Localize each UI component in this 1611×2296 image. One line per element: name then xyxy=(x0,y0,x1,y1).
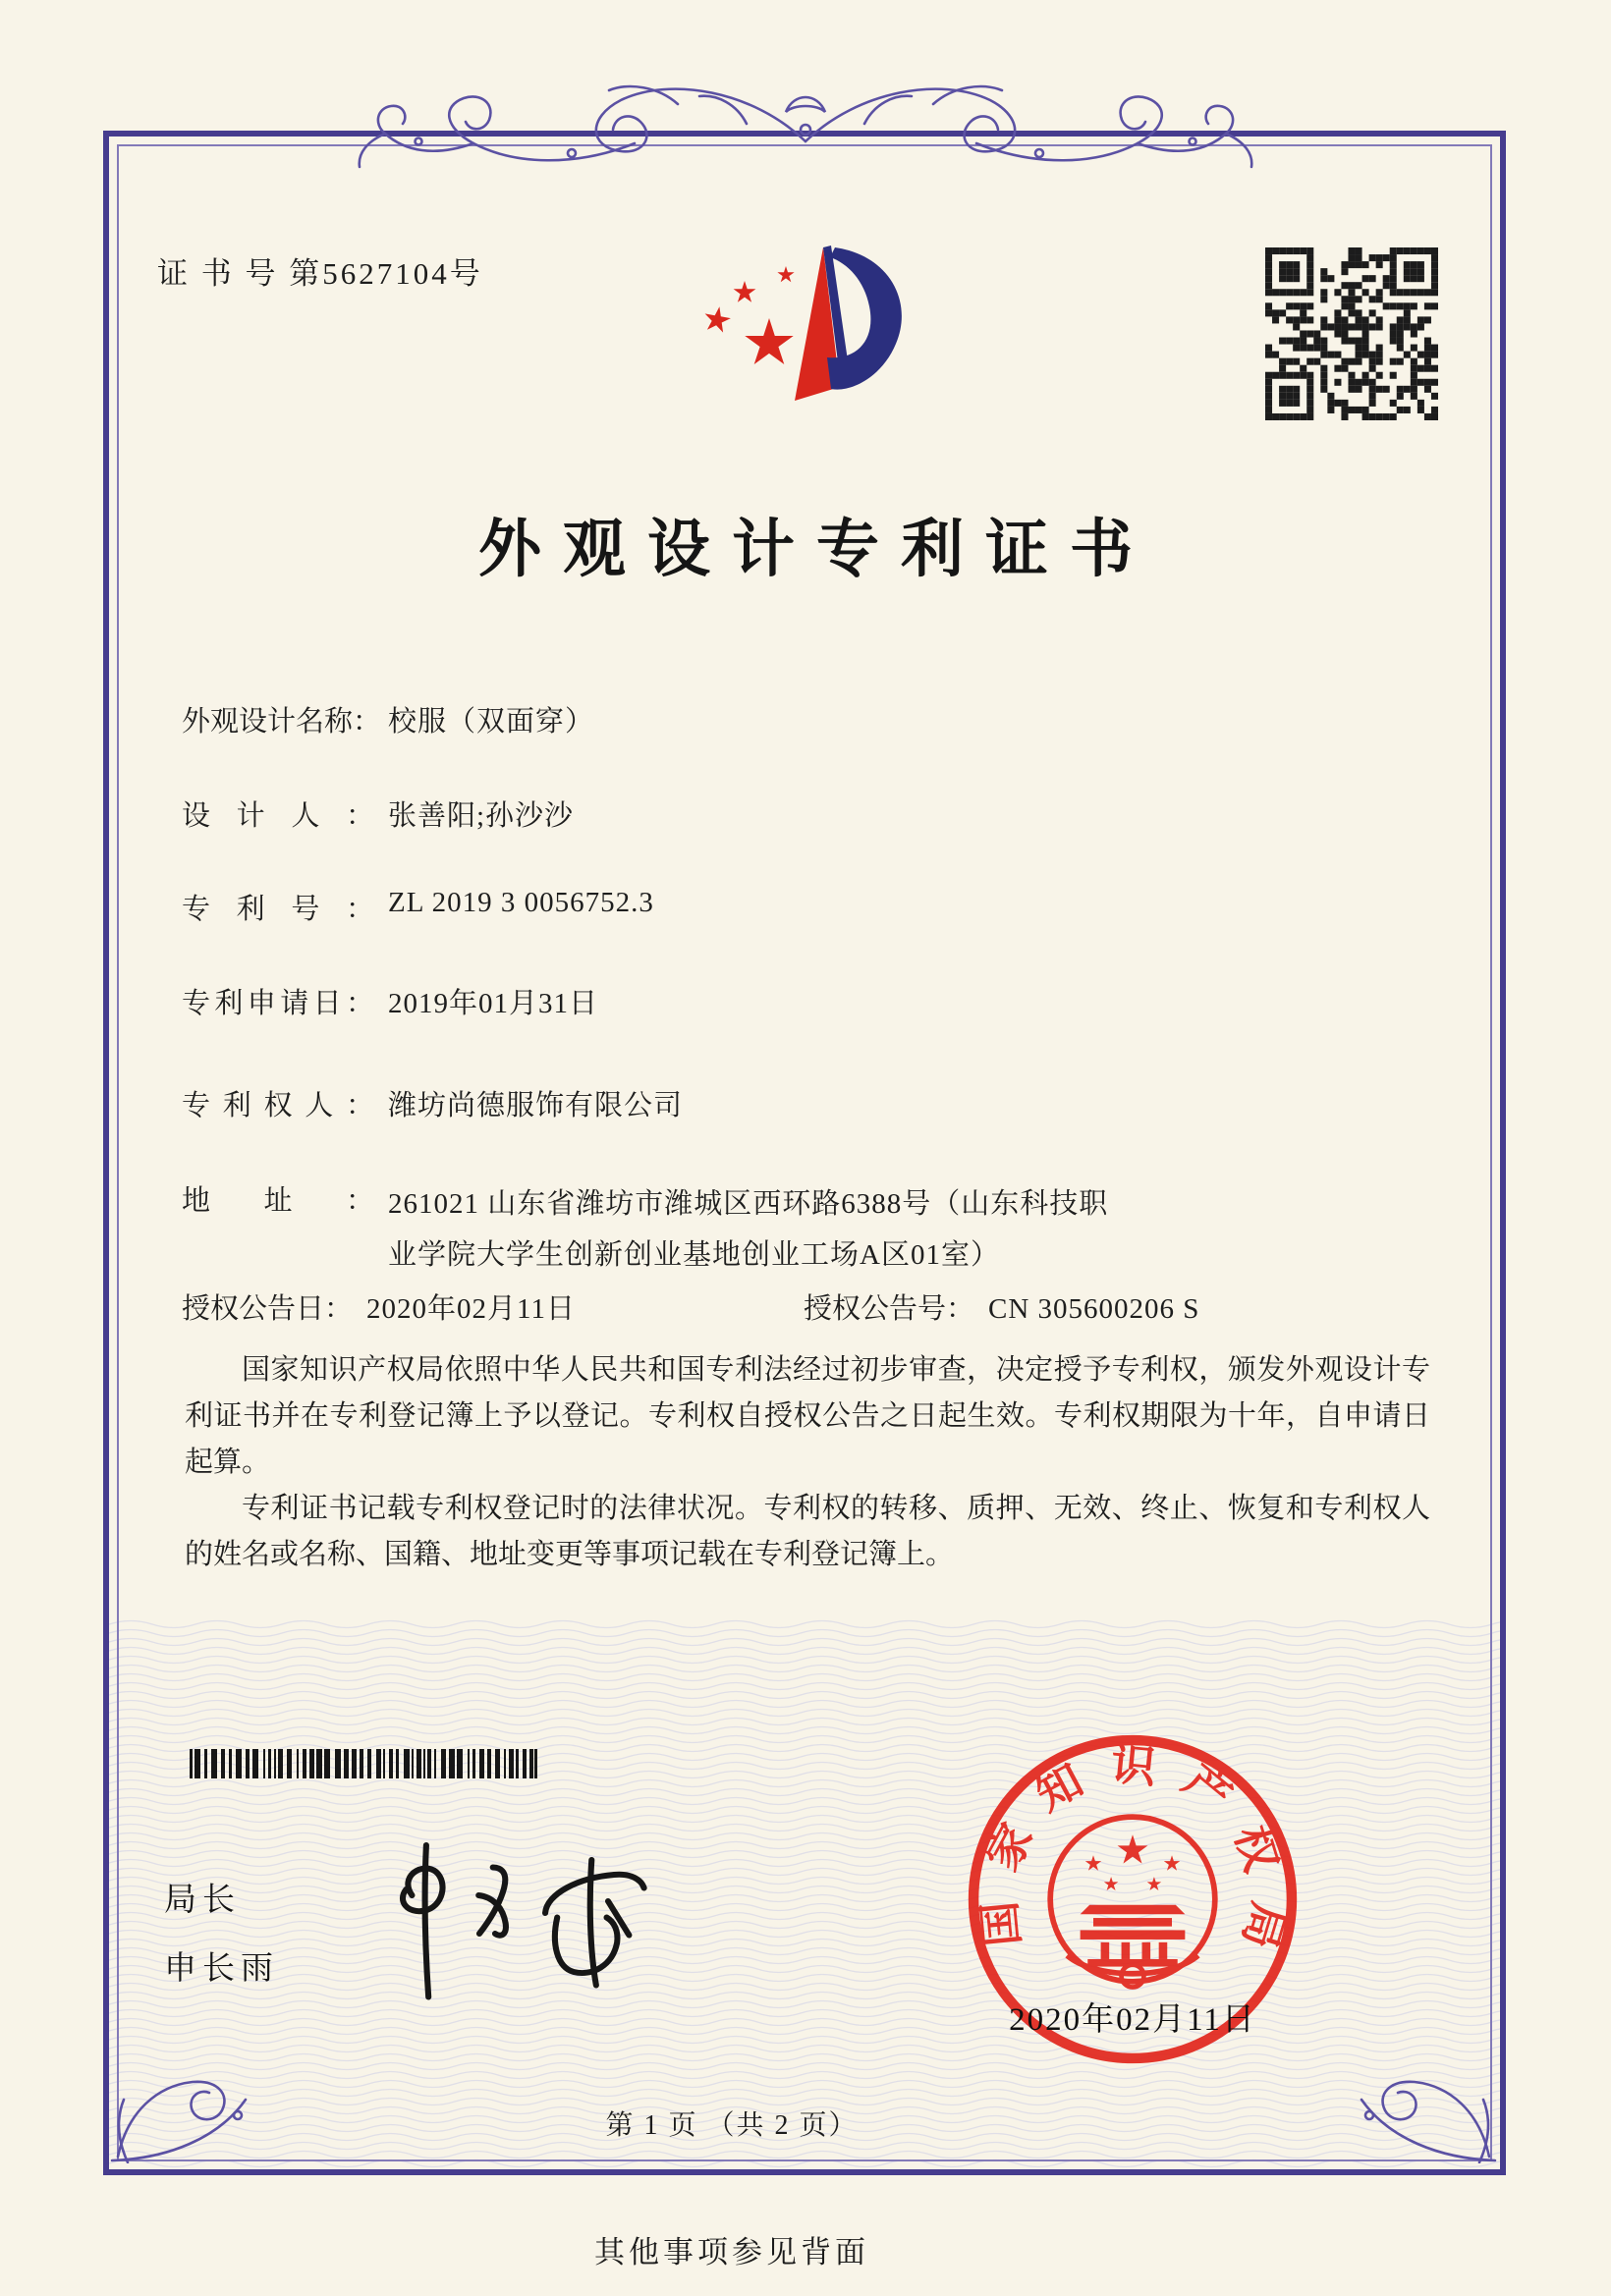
field-grant-row xyxy=(182,1286,1429,1327)
field-label: 地址： xyxy=(182,1185,374,1217)
field-filing-date xyxy=(182,981,598,1021)
seal-date: 2020年02月11日 xyxy=(1009,2002,1256,2038)
barcode xyxy=(190,1748,539,1779)
legal-text xyxy=(185,1347,1430,1578)
legal-paragraph-2: 专利证书记载专利权登记时的法律状况。专利权的转移、质押、无效、终止、恢复和专利权人的姓名或名称、国籍、地址变更等事项记载在专利登记簿上。 xyxy=(185,1493,1430,1570)
field-value: 潍坊尚德服饰有限公司 xyxy=(388,1090,684,1121)
field-value: ZL 2019 3 0056752.3 xyxy=(388,887,654,918)
field-grant-number xyxy=(804,1286,1199,1327)
border-flourish-ornament-bottom-left xyxy=(98,1992,255,2163)
field-value: CN 305600206 S xyxy=(988,1293,1200,1325)
certificate-title: 外观设计专利证书 xyxy=(478,515,1154,584)
page-number: 第 1 页 （共 2 页） xyxy=(605,2110,859,2141)
field-label: 授权公告日： xyxy=(182,1293,354,1325)
field-design-name xyxy=(182,699,594,739)
border-flourish-ornament-bottom-right xyxy=(1352,1992,1509,2163)
national-emblem xyxy=(1050,1817,1215,1987)
border-flourish-ornament-top xyxy=(324,47,1287,175)
field-label: 设计人： xyxy=(182,800,374,832)
field-label: 专利权人： xyxy=(182,1090,374,1121)
address-line-1: 261021 山东省潍坊市潍城区西环路6388号（山东科技职 xyxy=(388,1188,1109,1220)
field-label: 专利号： xyxy=(182,894,374,925)
field-value: 2019年01月31日 xyxy=(388,988,599,1019)
field-label: 授权公告号： xyxy=(804,1293,975,1325)
officer-name: 申长雨 xyxy=(164,1949,279,1986)
cnipa-logo xyxy=(676,242,907,465)
seal-organization-text: 国家知识产权局 xyxy=(972,1738,1295,1978)
back-side-note: 其他事项参见背面 xyxy=(594,2235,869,2269)
field-value: 张善阳;孙沙沙 xyxy=(388,800,575,832)
address-line-2: 业学院大学生创新创业基地创业工场A区01室） xyxy=(388,1239,1000,1271)
field-value xyxy=(388,1178,1449,1281)
legal-paragraph-1: 国家知识产权局依照中华人民共和国专利法经过初步审查，决定授予专利权，颁发外观设计专利证书并在专利登记簿上予以登记。专利权自授权公告之日起生效。专利权期限为十年，自申请日起算。 xyxy=(185,1354,1430,1478)
field-patentee xyxy=(182,1083,683,1123)
svg-text:国家知识产权局 xyxy=(972,1738,1294,1978)
qr-code xyxy=(1265,247,1438,420)
handwritten-signature xyxy=(354,1825,668,2016)
field-address xyxy=(182,1178,1449,1281)
officer-role-label: 局长 xyxy=(164,1881,241,1917)
field-value: 校服（双面穿） xyxy=(388,706,595,738)
field-patent-number xyxy=(182,887,654,927)
field-label: 外观设计名称： xyxy=(182,706,382,738)
field-designer xyxy=(182,793,574,834)
certificate-number: 证 书 号 第5627104号 xyxy=(157,256,483,291)
field-label: 专利申请日： xyxy=(182,988,374,1019)
field-value: 2020年02月11日 xyxy=(366,1293,576,1325)
